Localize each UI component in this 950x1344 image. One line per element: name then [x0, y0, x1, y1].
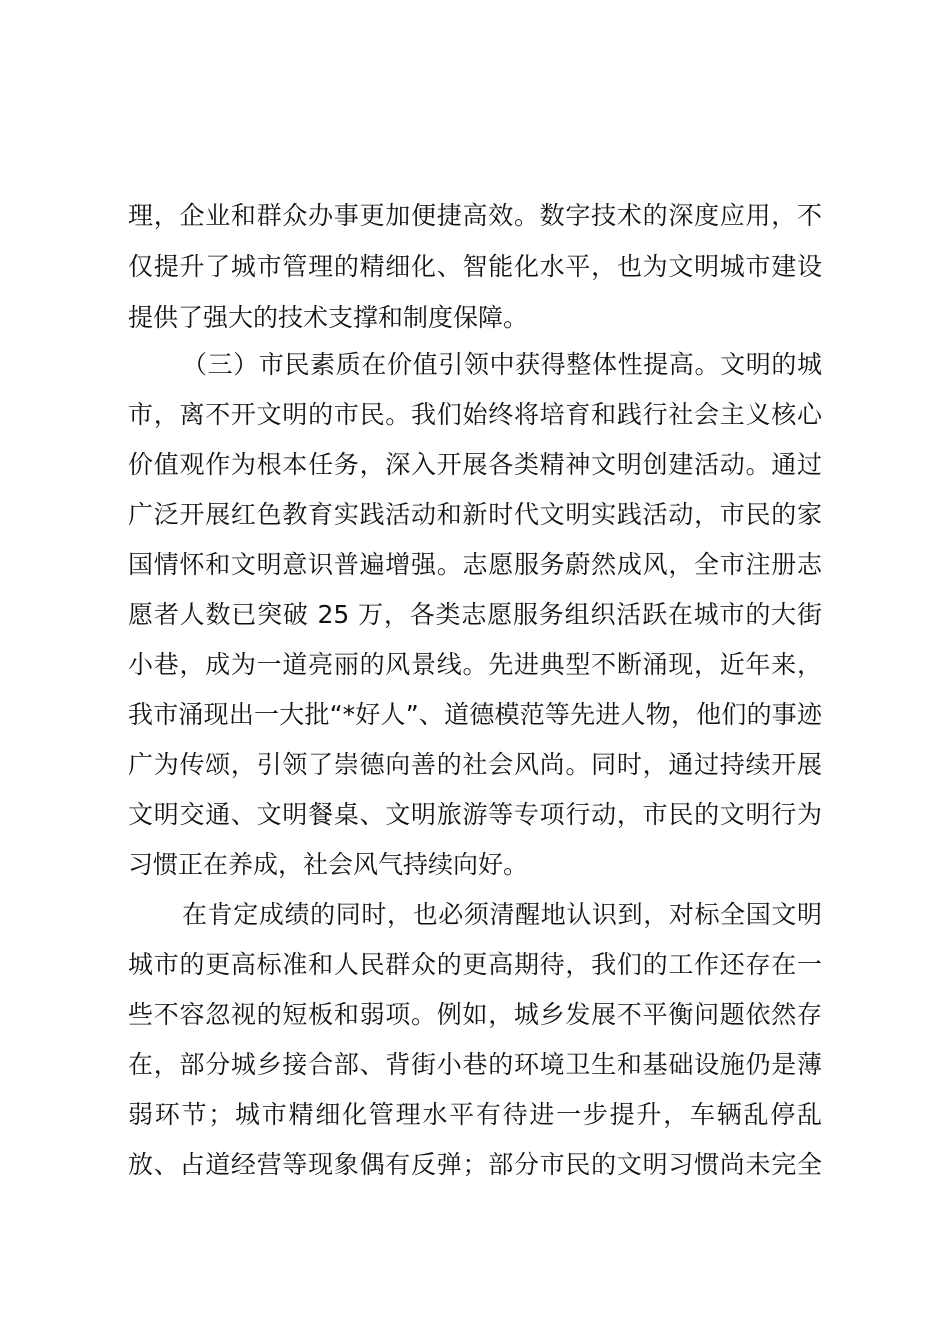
text-line: 我市涌现出一大批“*好人”、道德模范等先进人物，他们的事迹: [128, 700, 822, 729]
text-line: 价值观作为根本任务，深入开展各类精神文明创建活动。通过: [128, 450, 822, 479]
paragraph-digital-governance: [128, 190, 822, 343]
text-line: 市，离不开文明的市民。我们始终将培育和践行社会主义核心: [128, 400, 822, 429]
text-line: 文明交通、文明餐桌、文明旅游等专项行动，市民的文明行为: [128, 800, 822, 829]
text-line: 国情怀和文明意识普遍增强。志愿服务蔚然成风，全市注册志: [128, 550, 822, 579]
text-line: 放、占道经营等现象偶有反弹；部分市民的文明习惯尚未完全: [128, 1150, 822, 1179]
text-line: 愿者人数已突破 25 万，各类志愿服务组织活跃在城市的大街: [128, 600, 822, 629]
text-line: 在肯定成绩的同时，也必须清醒地认识到，对标全国文明: [182, 900, 822, 929]
text-line: 广为传颂，引领了崇德向善的社会风尚。同时，通过持续开展: [128, 750, 822, 779]
section-heading-line: （三）市民素质在价值引领中获得整体性提高。文明的城: [182, 350, 822, 379]
text-line: 些不容忽视的短板和弱项。例如，城乡发展不平衡问题依然存: [128, 1000, 822, 1029]
document-page: [128, 190, 822, 1190]
text-line: 在，部分城乡接合部、背街小巷的环境卫生和基础设施仍是薄: [128, 1050, 822, 1079]
text-line: 城市的更高标准和人民群众的更高期待，我们的工作还存在一: [128, 950, 822, 979]
text-line: 弱环节；城市精细化管理水平有待进一步提升，车辆乱停乱: [128, 1100, 822, 1129]
text-line: 提供了强大的技术支撑和制度保障。: [128, 303, 529, 332]
text-line: 习惯正在养成，社会风气持续向好。: [128, 850, 529, 879]
text-line: 仅提升了城市管理的精细化、智能化水平，也为文明城市建设: [128, 252, 822, 281]
text-line: 理，企业和群众办事更加便捷高效。数字技术的深度应用，不: [128, 201, 822, 230]
paragraph-citizen-quality: [128, 340, 822, 890]
text-line: 小巷，成为一道亮丽的风景线。先进典型不断涌现，近年来，: [128, 650, 822, 679]
paragraph-shortcomings: [128, 890, 822, 1190]
text-line: 广泛开展红色教育实践活动和新时代文明实践活动，市民的家: [128, 500, 822, 529]
